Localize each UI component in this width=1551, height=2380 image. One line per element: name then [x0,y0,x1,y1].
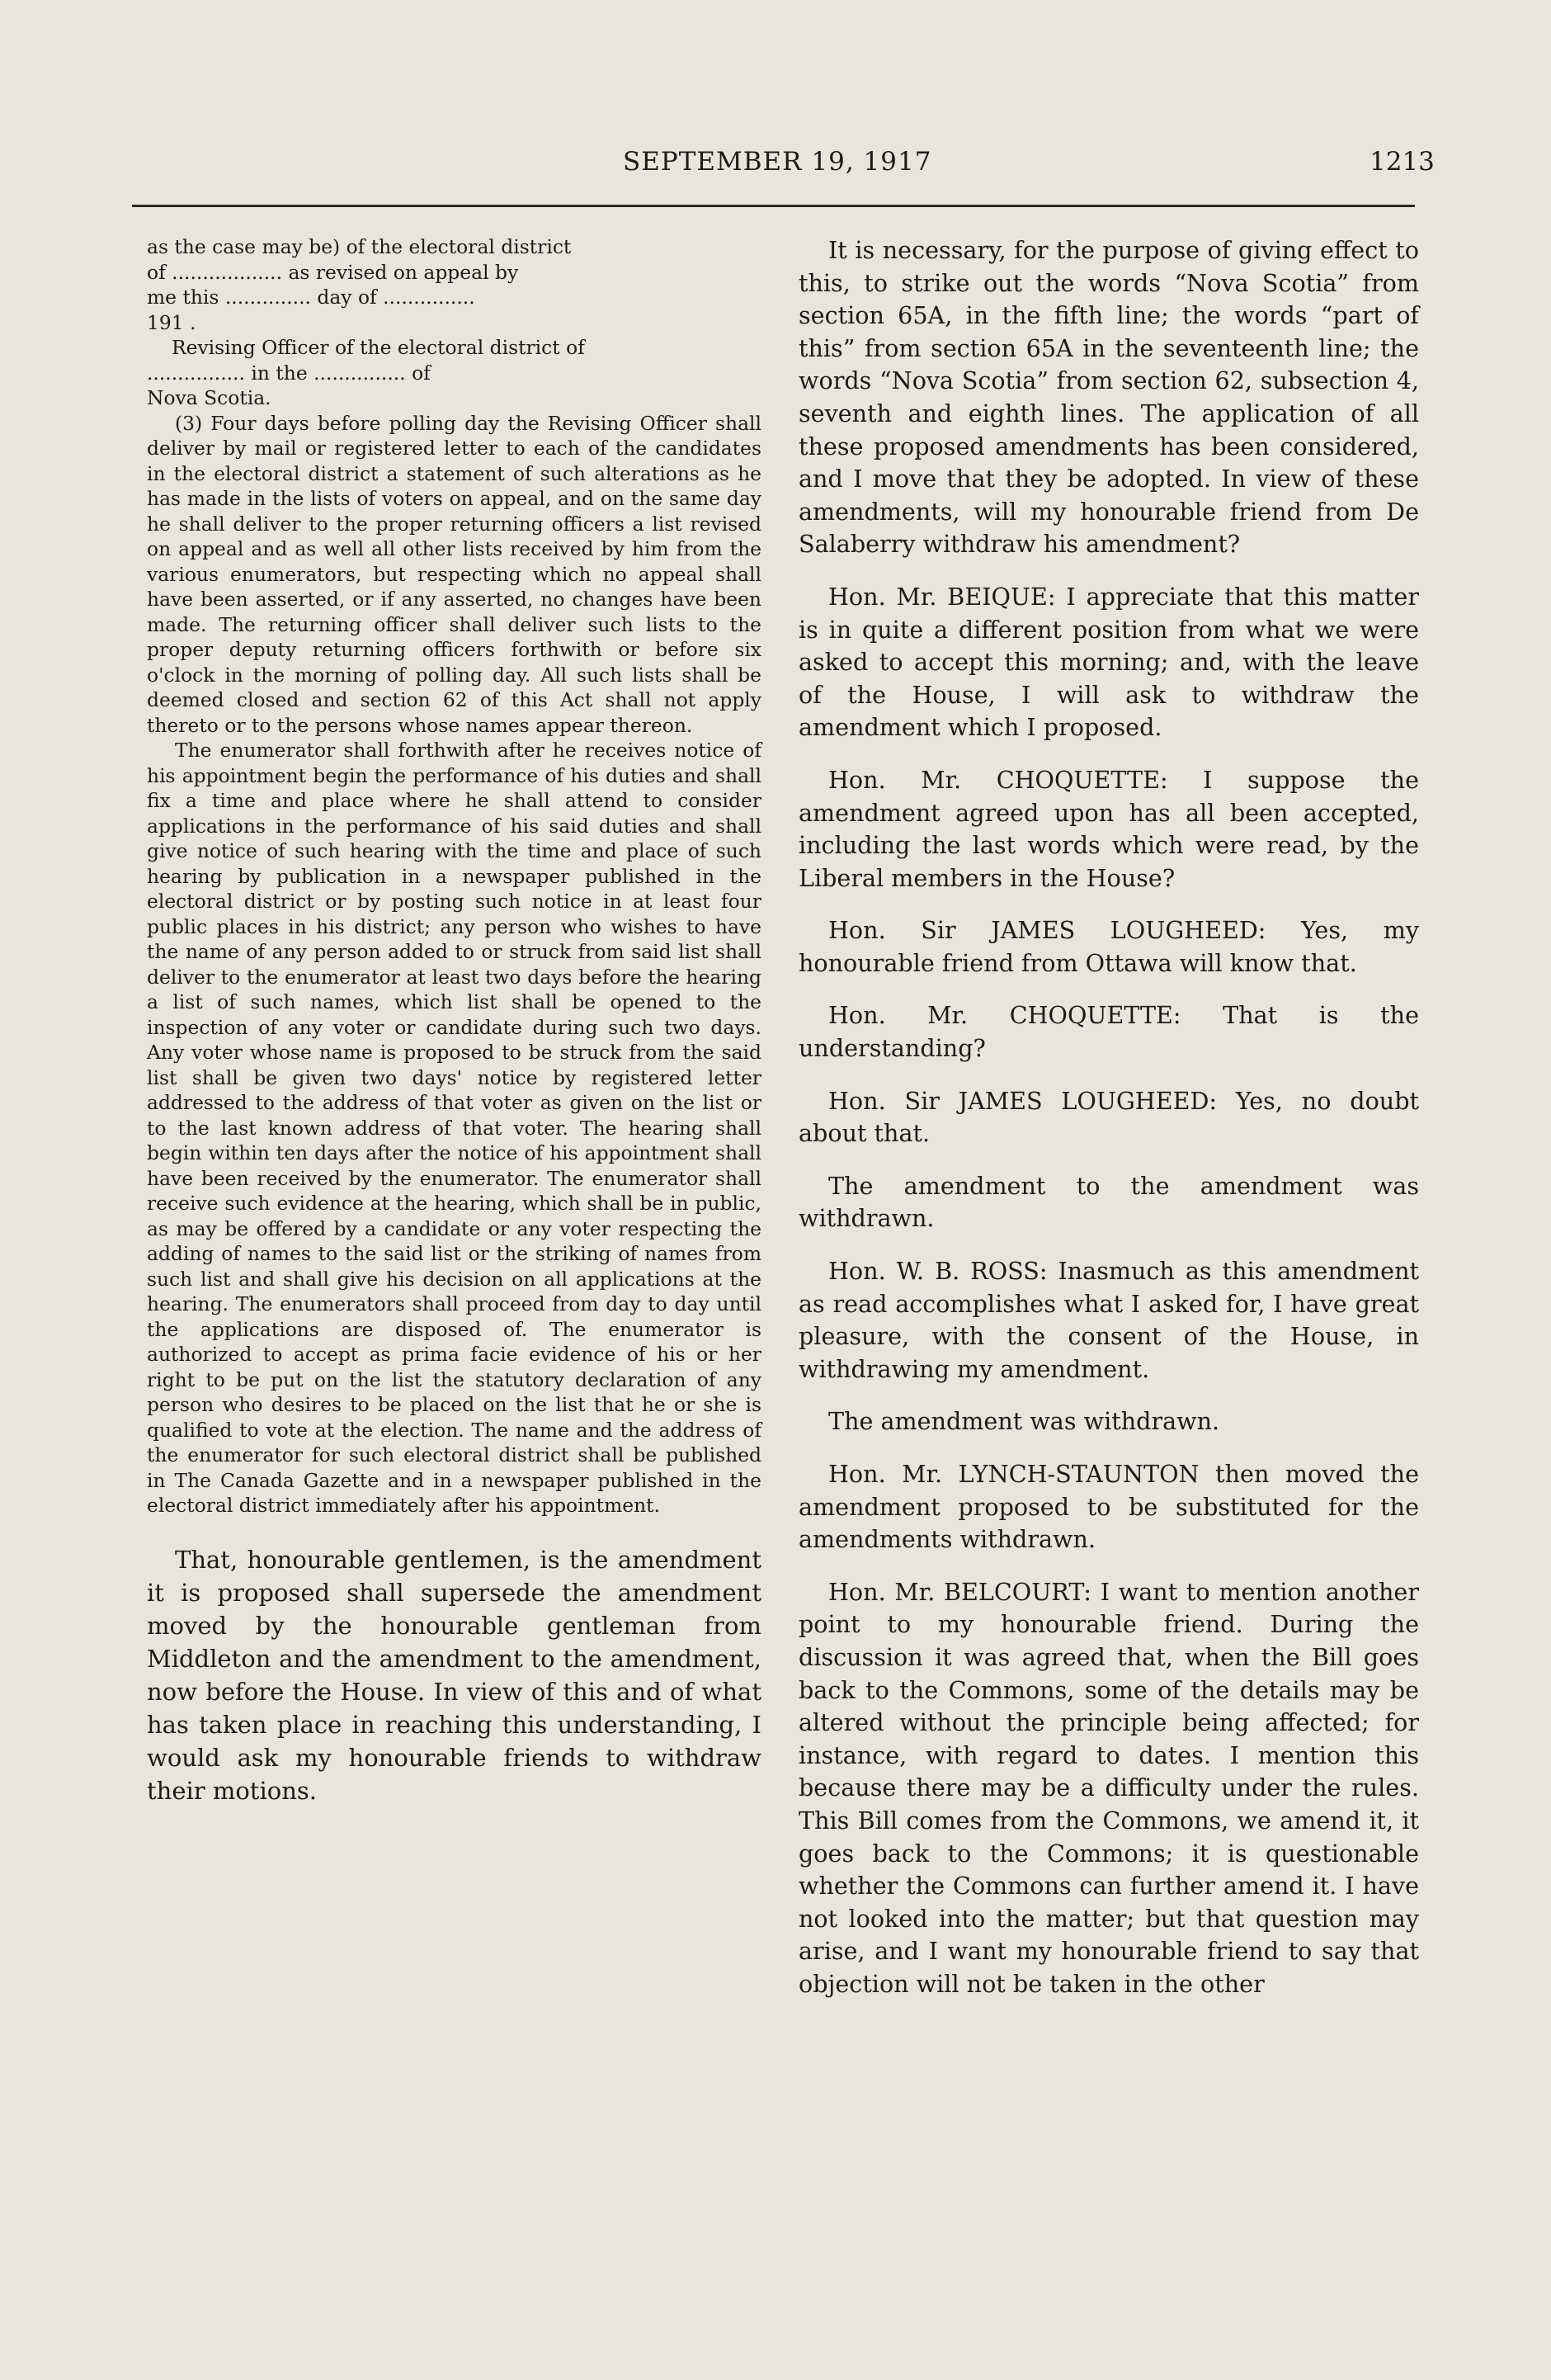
speech-paragraph: Hon. Mr. CHOQUETTE: That is the understanding? [799,1001,1419,1063]
left-column [147,234,761,1807]
right-column [799,234,1419,2021]
statute-paragraph: The enumerator shall forthwith after he receives notice of his appointment begin the performance of his duties and shall fix a time and place where he shall attend to consider applications in the performance of his said duties and shall give notice of such hearing with the time and place of such hearing by publication in a newspaper published in the electoral district or by posting such notice in at least four public places in his district; any person who wishes to have the name of any person added to or struck from said list shall deliver to the enumerator at least two days before the hearing a list of such names, which list shall be opened to the inspection of any voter or candidate during such two days. Any voter whose name is proposed to be struck from the said list shall be given two days' notice by registered letter addressed to the address of that voter as given on the list or to the last known address of that voter. The hearing shall begin within ten days after the notice of his appointment shall have been received by the enumerator. The enumerator shall receive such evidence at the hearing, which shall be in public, as may be offered by a candidate or any voter respecting the adding of names to the said list or the striking of names from such list and shall give his decision on all applications at the hearing. The enumerators shall proceed from day to day until the applications are disposed of. The enumerator is authorized to accept as prima facie evidence of his or her right to be put on the list the statutory declaration of any person who desires to be placed on the list that he or she is qualified to vote at the election. The name and the address of the enumerator for such electoral district shall be published in The Canada Gazette and in a newspaper published in the electoral district immediately after his appointment. [147,739,761,1517]
form-line: 191 . [147,310,196,334]
speech-paragraph: It is necessary, for the purpose of giving effect to this, to strike out the words “Nova Scotia” from section 65A, in the fifth line; the words “part of this” from section 65A in the seventeenth line; the words “Nova Scotia” from section 62, subsection 4, seventh and eighth lines. The application of all these proposed amendments has been considered, and I move that they be adopted. In view of these amendments, will my honourable friend from De Salaberry withdraw his amendment? [799,236,1419,559]
page-header [0,0,1551,198]
statute-paragraph: (3) Four days before polling day the Revising Officer shall deliver by mail or registered letter to each of the candidates in the electoral district a statement of such alterations as he has made in the lists of voters on appeal, and on the same day he shall deliver to the proper returning officers a list revised on appeal and as well all other lists received by him from the various enumerators, but respecting which no appeal shall have been asserted, or if any asserted, no changes have been made. The returning officer shall deliver such lists to the proper deputy returning officers forthwith or before six o'clock in the morning of polling day. All such lists shall be deemed closed and section 62 of this Act shall not apply thereto or to the persons whose names appear thereon. [147,411,761,737]
speech-paragraph: Hon. Mr. LYNCH-STAUNTON then moved the amendment proposed to be substituted for the amendments withdrawn. [799,1460,1419,1554]
speech-paragraph: Hon. Sir JAMES LOUGHEED: Yes, no doubt about that. [799,1086,1419,1148]
speech-paragraph: The amendment was withdrawn. [828,1407,1220,1436]
header-rule [132,205,1415,207]
speech-paragraph: The amendment to the amendment was withdrawn. [799,1171,1419,1233]
form-line: me this .............. day of ............... [147,286,475,309]
header-page-number: 1213 [1370,147,1435,177]
form-line: Revising Officer of the electoral district of [172,336,585,359]
speech-paragraph: That, honourable gentlemen, is the amendment it is proposed shall supersede the amendment moved by the honourable gentleman from Middleton and the amendment to the amendment, now before the House. In view of this and of what has taken place in reaching this understanding, I would ask my honourable friends to withdraw their motions. [147,1545,761,1805]
speech-paragraph: Hon. Sir JAMES LOUGHEED: Yes, my honourable friend from Ottawa will know that. [799,916,1419,977]
form-line: Nova Scotia. [147,386,271,409]
form-line: of .................. as revised on appeal by [147,260,519,284]
speech-paragraph: Hon. Mr. BELCOURT: I want to mention another point to my honourable friend. During the discussion it was agreed that, when the Bill goes back to the Commons, some of the details may be altered without the principle being affected; for instance, with regard to dates. I mention this because there may be a difficulty under the rules. This Bill comes from the Commons, we amend it, it goes back to the Commons; it is questionable whether the Commons can further amend it. I have not looked into the matter; but that question may arise, and I want my honourable friend to say that objection will not be taken in the other [799,1577,1419,1998]
speech-paragraph: Hon. W. B. ROSS: Inasmuch as this amendment as read accomplishes what I asked for, I have great pleasure, with the consent of the House, in withdrawing my amendment. [799,1257,1419,1383]
form-line: ................ in the ............... of [147,361,431,385]
header-date: SEPTEMBER 19, 1917 [623,147,932,177]
speech-paragraph: Hon. Mr. CHOQUETTE: I suppose the amendment agreed upon has all been accepted, including the last words which were read, by the Liberal members in the House? [799,765,1419,892]
speech-paragraph: Hon. Mr. BEIQUE: I appreciate that this matter is in quite a different position from what we were asked to accept this morning; and, with the leave of the House, I will ask to withdraw the amendment which I proposed. [799,582,1419,742]
form-line: as the case may be) of the electoral district [147,235,572,258]
